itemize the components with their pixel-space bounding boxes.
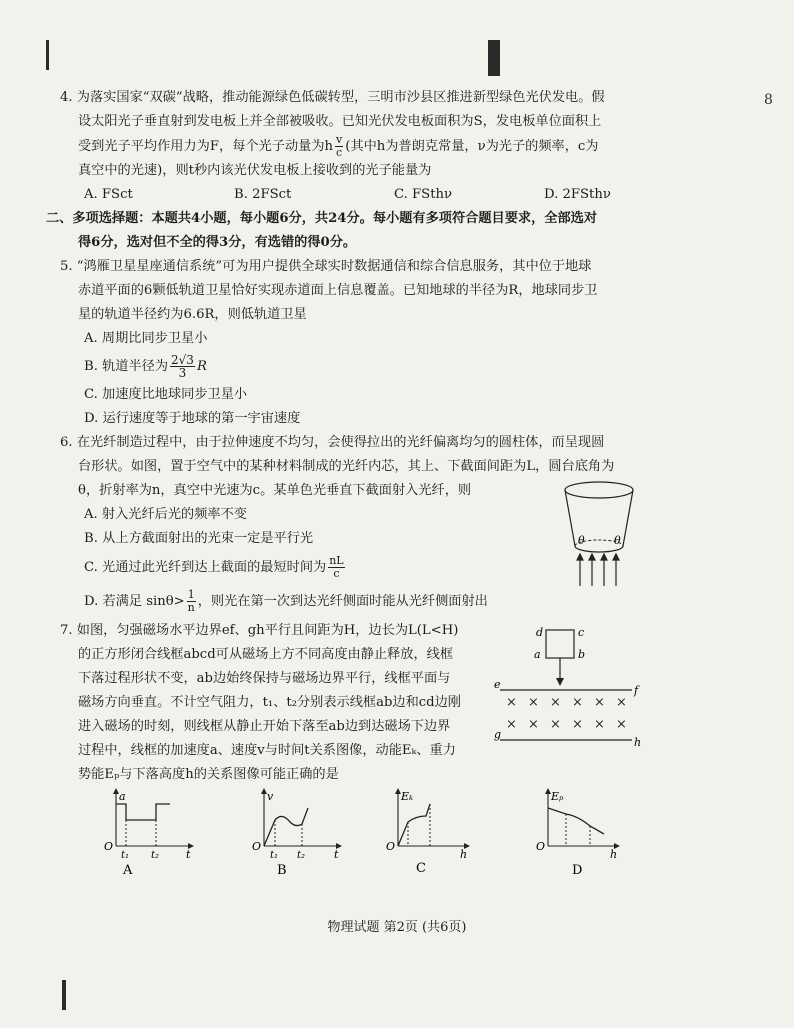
svg-text:×: × (550, 695, 561, 710)
fiber-theta-label: θ (578, 534, 585, 547)
q5-option-a: A. 周期比同步卫星小 (84, 331, 208, 346)
svg-text:×: × (616, 717, 627, 732)
q6-option-d-den: n (187, 601, 195, 614)
frame-label-d: d (536, 626, 544, 639)
graph-c-y-label: Eₖ (401, 790, 414, 803)
q5-line-2: 赤道平面的6颗低轨道卫星恰好实现赤道面上信息覆盖。已知地球的半径为R，地球同步卫 (78, 283, 598, 298)
q7-line-1: 7. 如图，匀强磁场水平边界ef、gh平行且间距为H，边长为L(L<H) (60, 623, 459, 638)
q4-fraction (335, 134, 343, 159)
graph-a-t2: t₂ (151, 850, 160, 861)
fall-arrow-head (556, 678, 564, 686)
q6-option-c-den: c (333, 567, 340, 580)
fiber-left-side (565, 490, 575, 546)
boundary-label-f: f (634, 684, 639, 697)
svg-text:×: × (506, 695, 517, 710)
graph-b-letter: B (277, 863, 287, 878)
svg-text:×: × (594, 717, 605, 732)
graph-a-x-label: t (186, 848, 191, 861)
q6-fiber-figure (552, 478, 648, 596)
q5-option-b-den: 3 (178, 366, 187, 380)
svg-text:×: × (506, 717, 517, 732)
fiber-light-arrows (577, 554, 619, 586)
fiber-top-ellipse (565, 482, 633, 498)
graph-a-t1: t₁ (121, 850, 130, 861)
graph-d-x-label: h (610, 848, 618, 861)
q6-option-d-fraction (187, 589, 196, 614)
q6-option-d-suffix: ，则光在第一次到达光纤侧面时能从光纤侧面射出 (197, 594, 488, 609)
graph-a-y-label: a (119, 790, 126, 803)
q6-option-a: A. 射入光纤后光的频率不变 (84, 507, 247, 522)
section2-heading-2: 得6分，选对但不全的得3分，有选错的得0分。 (78, 235, 357, 250)
q4-line-3 (60, 134, 740, 159)
q4-line-4: 真空中的光速)，则t秒内该光伏发电板上接收到的光子能量为 (78, 163, 432, 178)
graph-a-letter: A (123, 863, 133, 878)
q7-graph-d (530, 786, 630, 878)
svg-text:×: × (616, 695, 627, 710)
q4-line-3-rest: (其中h为普朗克常量，ν为光子的频率，c为 (345, 139, 599, 154)
q7-line-7: 势能Eₚ与下落高度h的关系图像可能正确的是 (78, 767, 339, 782)
graph-d-y-label: Eₚ (551, 790, 564, 803)
graph-b-y-label: v (267, 790, 274, 803)
q7-line-3: 下落过程形状不变，ab边始终保持与磁场边界平行，线框平面与 (78, 671, 451, 686)
section2-heading: 二、多项选择题：本题共4小题，每小题6分，共24分。每小题有多项符合题目要求，全部选对 (46, 211, 598, 226)
graph-d-curve (548, 808, 604, 834)
svg-text:×: × (528, 695, 539, 710)
q4-frac-den: c (336, 146, 343, 159)
graph-a-curve (116, 804, 170, 820)
square-frame (546, 630, 574, 658)
svg-text:×: × (550, 717, 561, 732)
q6-option-c-fraction (328, 555, 344, 580)
fiber-right-side (623, 490, 633, 546)
svg-text:×: × (572, 717, 583, 732)
scan-mark-left (46, 40, 49, 70)
svg-text:×: × (528, 717, 539, 732)
svg-text:×: × (594, 695, 605, 710)
scan-mark-top (488, 40, 500, 76)
graph-a-origin: O (104, 840, 114, 853)
q5-line-3: 星的轨道半径约为6.6R，则低轨道卫星 (78, 307, 307, 322)
q6-option-d-prefix: D. 若满足 sinθ> (84, 594, 185, 609)
q6-line-2: 台形状。如图，置于空气中的某种材料制成的光纤内芯，其上、下截面间距为L，圆台底角为 (78, 459, 615, 474)
q6-option-b: B. 从上方截面射出的光束一定是平行光 (84, 531, 314, 546)
fiber-theta-label-right: θ (614, 534, 621, 547)
frame-label-a: a (534, 648, 541, 661)
q7-graph-c (380, 786, 480, 878)
graph-b-curve (264, 808, 308, 846)
graph-b-x-label: t (334, 848, 339, 861)
q4-line-1: 4. 为落实国家“双碳”战略，推动能源绿色低碳转型，三明市沙县区推进新型绿色光伏发电。假 (60, 90, 605, 105)
q5-option-b-num: 2√3 (171, 353, 194, 367)
q6-option-c-prefix: C. 光通过此光纤到达上截面的最短时间为 (84, 560, 327, 575)
frame-label-b: b (578, 648, 586, 661)
q5-line-1: 5. “鸿雁卫星星座通信系统”可为用户提供全球实时数据通信和综合信息服务，其中位于地球 (60, 259, 592, 274)
q7-line-6: 过程中，线框的加速度a、速度v与时间t关系图像，动能Eₖ、重力 (78, 743, 456, 758)
edge-number: 8 (764, 92, 773, 108)
q4-line-2: 设太阳光子垂直射到发电板上并全部被吸收。已知光伏发电板面积为S，发电板单位面积上 (78, 114, 602, 129)
q7-line-4: 磁场方向垂直。不计空气阻力，t₁、t₂分别表示线框ab边和cd边刚 (78, 695, 461, 710)
graph-b-origin: O (252, 840, 262, 853)
graph-d-letter: D (572, 863, 583, 878)
q5-option-d: D. 运行速度等于地球的第一宇宙速度 (84, 411, 301, 426)
graph-c-x-label: h (460, 848, 468, 861)
q7-line-2: 的正方形闭合线框abcd可从磁场上方不同高度由静止释放，线框 (78, 647, 454, 662)
graph-c-curve (398, 804, 430, 846)
q7-field-figure (494, 624, 644, 750)
q5-option-b-fraction (170, 354, 195, 379)
q4-options (60, 183, 740, 207)
q4-option-c: C. FSthν (394, 187, 452, 202)
q4-option-b: B. 2FSct (234, 187, 292, 202)
graph-b-t1: t₁ (270, 850, 279, 861)
boundary-label-e: e (494, 678, 501, 691)
boundary-label-g: g (494, 728, 502, 741)
graph-d-origin: O (536, 840, 546, 853)
q4-line-3-text: 受到光子平均作用力为F，每个光子动量为h (78, 139, 334, 154)
q5-option-b-prefix: B. 轨道半径为 (84, 359, 169, 374)
q5-option-c: C. 加速度比地球同步卫星小 (84, 387, 248, 402)
q5-option-b-suffix: R (196, 359, 207, 374)
q6-line-3: θ，折射率为n，真空中光速为c。某单色光垂直下截面射入光纤，则 (78, 483, 472, 498)
q4-option-a: A. FSct (84, 187, 133, 202)
scan-mark-bottom (62, 980, 66, 1010)
q6-option-d-num: 1 (187, 588, 195, 601)
q4-frac-num: v (336, 133, 343, 146)
svg-text:×: × (572, 695, 583, 710)
frame-label-c: c (578, 626, 585, 639)
q4-option-d: D. 2FSthν (544, 187, 611, 202)
graph-c-origin: O (386, 840, 396, 853)
graph-c-letter: C (416, 861, 426, 876)
q6-option-c-num: nL (329, 554, 344, 567)
q6-line-1: 6. 在光纤制造过程中，由于拉伸速度不均匀，会使得拉出的光纤偏离均匀的圆柱体，而呈现圆 (60, 435, 605, 450)
q5-option-b (60, 351, 740, 383)
q7-graph-b (246, 786, 346, 878)
page-footer: 物理试题 第2页 (共6页) (327, 920, 467, 935)
q7-graph-a (98, 786, 198, 878)
boundary-label-h: h (634, 736, 642, 749)
graph-b-t2: t₂ (297, 850, 306, 861)
q7-line-5: 进入磁场的时刻，则线框从静止开始下落至ab边到达磁场下边界 (78, 719, 451, 734)
magnetic-field-crosses (506, 695, 627, 732)
